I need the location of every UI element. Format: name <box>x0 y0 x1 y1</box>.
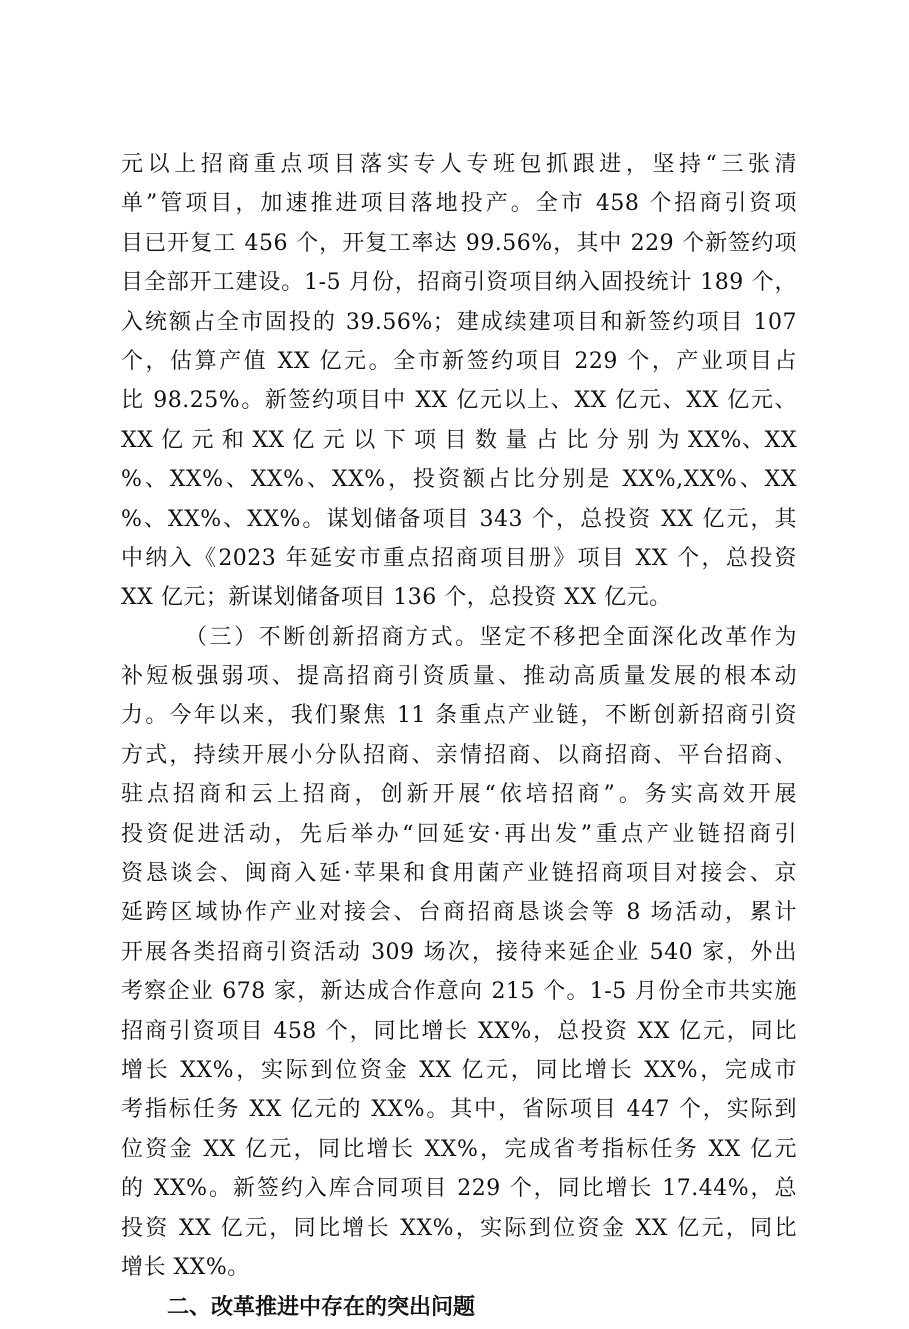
text-line: 目已开复工 456 个，开复工率达 99.56%，其中 229 个新签约项 <box>121 230 797 256</box>
text-line: 单”管项目，加速推进项目落地投产。全市 458 个招商引资项 <box>121 191 797 217</box>
paragraph-first-line <box>121 618 797 657</box>
text-line: 延跨区域协作产业对接会、台商招商恳谈会等 8 场活动，累计 <box>121 900 797 926</box>
text-line: 增长 XX%。 <box>121 1254 250 1280</box>
text-line: %、XX%、XX%、XX%，投资额占比分别是 XX%,XX%、XX <box>121 467 797 493</box>
text-line: %、XX%、XX%。谋划储备项目 343 个，总投资 XX 亿元，其 <box>121 506 797 532</box>
text-line: 入统额占全市固投的 39.56%；建成续建项目和新签约项目 107 <box>121 309 797 335</box>
text-line: 考察企业 678 家，新达成合作意向 215 个。1-5 月份全市共实施 <box>121 979 797 1005</box>
text-line: XX 亿 元 和 XX 亿 元 以 下 项 目 数 量 占 比 分 别 为 XX%、XX <box>121 427 797 453</box>
subsection-lead: （三）不断创新招商方式。 <box>185 624 480 650</box>
text-line: 招商引资项目 458 个，同比增长 XX%，总投资 XX 亿元，同比 <box>121 1018 797 1044</box>
text-line: 资恳谈会、闽商入延·苹果和食用菌产业链招商项目对接会、京 <box>121 861 797 887</box>
text-line: 力。今年以来，我们聚焦 11 条重点产业链，不断创新招商引资 <box>121 703 797 729</box>
text-line: 的 XX%。新签约入库合同项目 229 个，同比增长 17.44%，总 <box>121 1176 797 1202</box>
text-line: 投资 XX 亿元，同比增长 XX%，实际到位资金 XX 亿元，同比 <box>121 1215 797 1241</box>
text-line: XX 亿元；新谋划储备项目 136 个，总投资 XX 亿元。 <box>121 585 672 611</box>
text-line: 增长 XX%，实际到位资金 XX 亿元，同比增长 XX%，完成市 <box>121 1057 797 1083</box>
section-heading: 二、改革推进中存在的突出问题 <box>167 1295 476 1321</box>
first-line-text: 坚定不移把全面深化改革作为 <box>479 624 797 650</box>
paragraph-project-stats <box>121 145 797 618</box>
text-line: 位资金 XX 亿元，同比增长 XX%，完成省考指标任务 XX 亿元 <box>121 1136 797 1162</box>
text-line: 投资促进活动，先后举办“回延安·再出发”重点产业链招商引 <box>121 821 797 847</box>
text-line: 元以上招商重点项目落实专人专班包抓跟进，坚持“三张清 <box>121 152 797 177</box>
text-line: 考指标任务 XX 亿元的 XX%。其中，省际项目 447 个，实际到 <box>121 1097 797 1123</box>
text-line: 开展各类招商引资活动 309 场次，接待来延企业 540 家，外出 <box>121 939 797 965</box>
document-page <box>121 145 797 1329</box>
text-line: 方式，持续开展小分队招商、亲情招商、以商招商、平台招商、 <box>121 742 797 768</box>
text-line: 中纳入《2023 年延安市重点招商项目册》项目 XX 个，总投资 <box>121 545 797 571</box>
paragraph-innovation-methods <box>121 618 797 1288</box>
text-line: 比 98.25%。新签约项目中 XX 亿元以上、XX 亿元、XX 亿元、 <box>121 388 797 414</box>
text-line: 个，估算产值 XX 亿元。全市新签约项目 229 个，产业项目占 <box>121 348 797 374</box>
text-line: 驻点招商和云上招商，创新开展“依培招商”。务实高效开展 <box>121 782 797 808</box>
text-line: 补短板强弱项、提高招商引资质量、推动高质量发展的根本动 <box>121 664 797 690</box>
text-line: 目全部开工建设。1-5 月份，招商引资项目纳入固投统计 189 个， <box>121 270 797 296</box>
